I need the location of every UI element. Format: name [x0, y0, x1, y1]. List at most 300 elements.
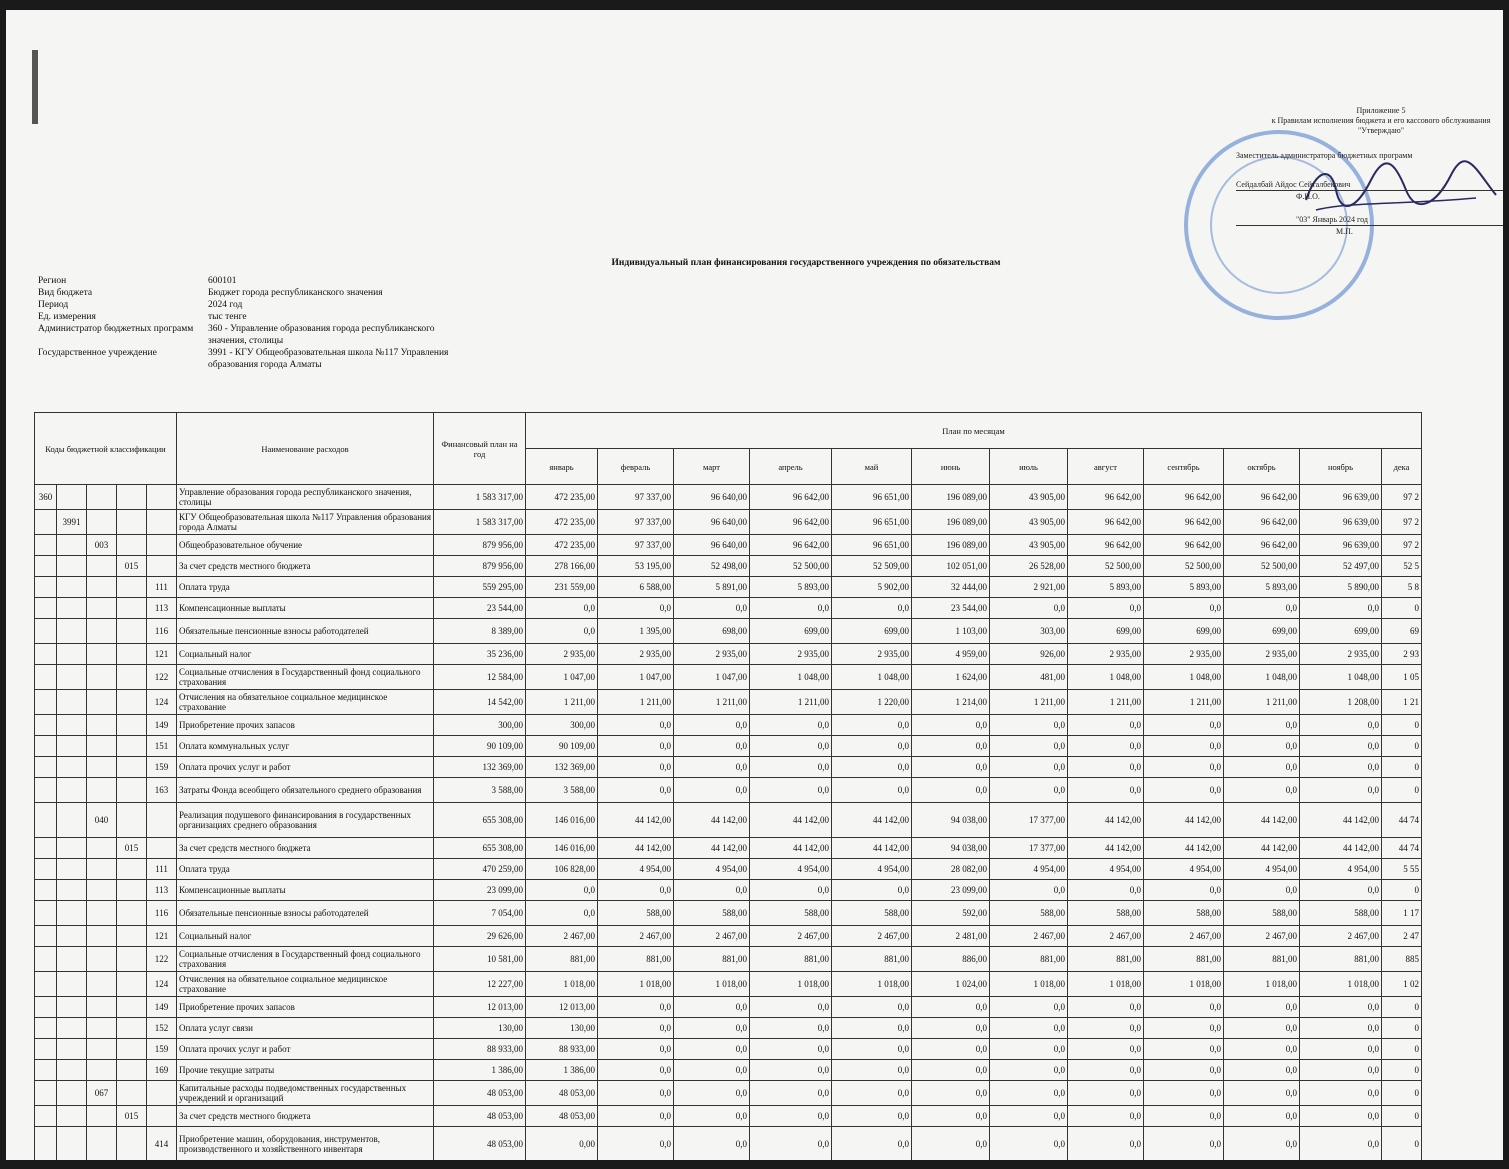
code-cell: [35, 577, 57, 598]
month-value-cell: 2 467,00: [1068, 926, 1144, 947]
code-cell: 113: [147, 880, 177, 901]
code-cell: [87, 880, 117, 901]
month-value-cell: 588,00: [674, 901, 750, 926]
annual-plan-cell: 879 956,00: [434, 556, 526, 577]
month-value-cell: 699,00: [1068, 619, 1144, 644]
expense-name-cell: Социальные отчисления в Государственный фонд социального страхования: [177, 665, 434, 690]
month-value-cell: 96 639,00: [1300, 510, 1382, 535]
month-value-cell: 0,0: [990, 1127, 1068, 1161]
month-value-cell: 96 642,00: [1224, 510, 1300, 535]
month-value-cell: 0,0: [832, 715, 912, 736]
expense-name-cell: Приобретение прочих запасов: [177, 997, 434, 1018]
code-cell: [87, 901, 117, 926]
header-month: ноябрь: [1300, 449, 1382, 485]
month-value-cell: 0,0: [1068, 598, 1144, 619]
code-cell: 124: [147, 972, 177, 997]
meta-value: 3991 - КГУ Общеобразовательная школа №117 Управления образования города Алматы: [208, 348, 449, 370]
month-value-cell: 588,00: [750, 901, 832, 926]
code-cell: 116: [147, 619, 177, 644]
month-value-cell: 0,0: [598, 1106, 674, 1127]
month-value-cell: 0,0: [526, 619, 598, 644]
expense-name-cell: Оплата услуг связи: [177, 1018, 434, 1039]
annual-plan-cell: 48 053,00: [434, 1081, 526, 1106]
month-value-cell: 146 016,00: [526, 803, 598, 838]
month-value-cell: 881,00: [526, 947, 598, 972]
code-cell: [35, 778, 57, 803]
meta-row: [38, 311, 468, 323]
code-cell: [57, 778, 87, 803]
month-value-cell: 881,00: [750, 947, 832, 972]
table-row: [35, 1018, 1422, 1039]
meta-key: Ед. измерения: [38, 312, 96, 322]
code-cell: 163: [147, 778, 177, 803]
month-value-cell: 5 893,00: [1068, 577, 1144, 598]
code-cell: [35, 619, 57, 644]
month-value-cell: 0,0: [674, 715, 750, 736]
expense-name-cell: Оплата труда: [177, 577, 434, 598]
code-cell: [87, 972, 117, 997]
code-cell: [35, 880, 57, 901]
code-cell: [35, 1039, 57, 1060]
month-value-cell: 96 642,00: [1144, 535, 1224, 556]
annual-plan-cell: 655 308,00: [434, 838, 526, 859]
month-value-cell: 196 089,00: [912, 510, 990, 535]
month-value-cell: 0,0: [674, 736, 750, 757]
month-value-cell: 0,0: [598, 778, 674, 803]
code-cell: [35, 1018, 57, 1039]
month-value-cell: 881,00: [598, 947, 674, 972]
code-cell: 149: [147, 715, 177, 736]
month-value-cell: 0,0: [912, 757, 990, 778]
code-cell: [87, 1039, 117, 1060]
expense-name-cell: Оплата коммунальных услуг: [177, 736, 434, 757]
month-value-cell: 17 377,00: [990, 803, 1068, 838]
table-row: [35, 972, 1422, 997]
month-value-cell: 1 048,00: [832, 665, 912, 690]
code-cell: [35, 1127, 57, 1161]
month-value-cell: 588,00: [1068, 901, 1144, 926]
month-value-cell: 0,0: [1068, 1127, 1144, 1161]
month-value-cell: 0,0: [598, 1060, 674, 1081]
month-value-cell: 0,0: [526, 598, 598, 619]
document-sheet: [6, 10, 1503, 1160]
month-value-cell: 0,0: [1300, 1018, 1382, 1039]
month-value-cell: 1 048,00: [1224, 665, 1300, 690]
month-value-cell: 0: [1382, 1060, 1422, 1081]
month-value-cell: 0,0: [598, 1018, 674, 1039]
code-cell: [57, 556, 87, 577]
month-value-cell: 48 053,00: [526, 1106, 598, 1127]
code-cell: [35, 803, 57, 838]
expense-name-cell: За счет средств местного бюджета: [177, 838, 434, 859]
code-cell: [117, 690, 147, 715]
month-value-cell: 44 142,00: [1224, 803, 1300, 838]
month-value-cell: 0,0: [990, 598, 1068, 619]
month-value-cell: 96 651,00: [832, 510, 912, 535]
table-row: [35, 535, 1422, 556]
month-value-cell: 12 013,00: [526, 997, 598, 1018]
table-row: [35, 803, 1422, 838]
annual-plan-cell: 1 583 317,00: [434, 485, 526, 510]
month-value-cell: 0,0: [1300, 598, 1382, 619]
month-value-cell: 96 642,00: [750, 535, 832, 556]
code-cell: [117, 972, 147, 997]
table-row: [35, 997, 1422, 1018]
month-value-cell: 1 05: [1382, 665, 1422, 690]
month-value-cell: 881,00: [1144, 947, 1224, 972]
month-value-cell: 96 642,00: [1068, 510, 1144, 535]
month-value-cell: 0,0: [1224, 1106, 1300, 1127]
code-cell: [57, 535, 87, 556]
expense-name-cell: Затраты Фонда всеобщего обязательного среднего образования: [177, 778, 434, 803]
month-value-cell: 1 018,00: [990, 972, 1068, 997]
expense-name-cell: За счет средств местного бюджета: [177, 556, 434, 577]
month-value-cell: 96 642,00: [1224, 535, 1300, 556]
code-cell: [117, 736, 147, 757]
code-cell: [87, 1018, 117, 1039]
code-cell: 169: [147, 1060, 177, 1081]
header-month: март: [674, 449, 750, 485]
month-value-cell: 0,0: [598, 736, 674, 757]
code-cell: [87, 644, 117, 665]
code-cell: 111: [147, 577, 177, 598]
month-value-cell: 0,0: [598, 598, 674, 619]
code-cell: [87, 736, 117, 757]
month-value-cell: 0,0: [1068, 1081, 1144, 1106]
month-value-cell: 102 051,00: [912, 556, 990, 577]
month-value-cell: 4 959,00: [912, 644, 990, 665]
table-row: [35, 1039, 1422, 1060]
meta-value: 360 - Управление образования города республиканского значения, столицы: [208, 324, 435, 346]
code-cell: [117, 644, 147, 665]
month-value-cell: 881,00: [674, 947, 750, 972]
month-value-cell: 472 235,00: [526, 510, 598, 535]
table-row: [35, 577, 1422, 598]
annual-plan-cell: 12 227,00: [434, 972, 526, 997]
month-value-cell: 96 642,00: [1068, 535, 1144, 556]
month-value-cell: 0,0: [750, 736, 832, 757]
month-value-cell: 0,0: [990, 778, 1068, 803]
month-value-cell: 0,00: [526, 1127, 598, 1161]
code-cell: [57, 1081, 87, 1106]
month-value-cell: 481,00: [990, 665, 1068, 690]
meta-row: [38, 347, 468, 371]
expense-name-cell: Приобретение машин, оборудования, инструментов, производственного и хозяйственного инвентаря: [177, 1127, 434, 1161]
month-value-cell: 0,0: [1144, 757, 1224, 778]
month-value-cell: 196 089,00: [912, 485, 990, 510]
code-cell: [117, 803, 147, 838]
code-cell: 116: [147, 901, 177, 926]
code-cell: [35, 510, 57, 535]
code-cell: 113: [147, 598, 177, 619]
month-value-cell: 0,0: [832, 1081, 912, 1106]
code-cell: 152: [147, 1018, 177, 1039]
month-value-cell: 2 935,00: [750, 644, 832, 665]
month-value-cell: 43 905,00: [990, 510, 1068, 535]
month-value-cell: 1 047,00: [674, 665, 750, 690]
month-value-cell: 588,00: [832, 901, 912, 926]
expense-name-cell: КГУ Общеобразовательная школа №117 Управления образования города Алматы: [177, 510, 434, 535]
month-value-cell: 0: [1382, 1039, 1422, 1060]
month-value-cell: 0,0: [990, 1106, 1068, 1127]
month-value-cell: 0,0: [1224, 1127, 1300, 1161]
month-value-cell: 0,0: [674, 778, 750, 803]
month-value-cell: 881,00: [832, 947, 912, 972]
month-value-cell: 96 651,00: [832, 535, 912, 556]
code-cell: [35, 644, 57, 665]
scan-mark: [32, 50, 38, 124]
table-row: [35, 901, 1422, 926]
code-cell: [147, 838, 177, 859]
code-cell: [57, 736, 87, 757]
annual-plan-cell: 29 626,00: [434, 926, 526, 947]
month-value-cell: 96 642,00: [1068, 485, 1144, 510]
month-value-cell: 0,0: [1300, 715, 1382, 736]
month-value-cell: 97 2: [1382, 535, 1422, 556]
month-value-cell: 0,0: [1144, 1018, 1224, 1039]
code-cell: [87, 859, 117, 880]
month-value-cell: 2 935,00: [832, 644, 912, 665]
annual-plan-cell: 48 053,00: [434, 1106, 526, 1127]
month-value-cell: 44 142,00: [832, 838, 912, 859]
month-value-cell: 0,0: [1224, 997, 1300, 1018]
code-cell: 015: [117, 1106, 147, 1127]
month-value-cell: 0: [1382, 598, 1422, 619]
month-value-cell: 588,00: [1224, 901, 1300, 926]
code-cell: [57, 1127, 87, 1161]
annual-plan-cell: 48 053,00: [434, 1127, 526, 1161]
code-cell: [117, 880, 147, 901]
month-value-cell: 0,0: [832, 997, 912, 1018]
table-row: [35, 736, 1422, 757]
header-month: февраль: [598, 449, 674, 485]
month-value-cell: 0,0: [674, 1060, 750, 1081]
month-value-cell: 0,0: [674, 1018, 750, 1039]
month-value-cell: 4 954,00: [990, 859, 1068, 880]
month-value-cell: 23 099,00: [912, 880, 990, 901]
expense-name-cell: Общеобразовательное обучение: [177, 535, 434, 556]
month-value-cell: 0,0: [750, 1081, 832, 1106]
code-cell: [35, 535, 57, 556]
table-row: [35, 556, 1422, 577]
month-value-cell: 0,0: [1224, 757, 1300, 778]
month-value-cell: 96 640,00: [674, 535, 750, 556]
month-value-cell: 2 467,00: [750, 926, 832, 947]
code-cell: [35, 690, 57, 715]
code-cell: [147, 535, 177, 556]
code-cell: [57, 1060, 87, 1081]
month-value-cell: 48 053,00: [526, 1081, 598, 1106]
month-value-cell: 44 142,00: [832, 803, 912, 838]
month-value-cell: 6 588,00: [598, 577, 674, 598]
month-value-cell: 2 467,00: [674, 926, 750, 947]
code-cell: 121: [147, 644, 177, 665]
month-value-cell: 0,0: [1144, 1039, 1224, 1060]
expense-name-cell: Оплата труда: [177, 859, 434, 880]
table-row: [35, 859, 1422, 880]
month-value-cell: 28 082,00: [912, 859, 990, 880]
header-month: октябрь: [1224, 449, 1300, 485]
month-value-cell: 0,0: [1300, 778, 1382, 803]
code-cell: [117, 577, 147, 598]
month-value-cell: 886,00: [912, 947, 990, 972]
month-value-cell: 44 142,00: [750, 838, 832, 859]
code-cell: [35, 736, 57, 757]
table-row: [35, 510, 1422, 535]
month-value-cell: 0,0: [990, 1018, 1068, 1039]
month-value-cell: 1 220,00: [832, 690, 912, 715]
code-cell: 3991: [57, 510, 87, 535]
month-value-cell: 94 038,00: [912, 803, 990, 838]
code-cell: [57, 880, 87, 901]
table-row: [35, 665, 1422, 690]
code-cell: [87, 1127, 117, 1161]
month-value-cell: 0,0: [598, 715, 674, 736]
expense-name-cell: Капитальные расходы подведомственных государственных учреждений и организаций: [177, 1081, 434, 1106]
month-value-cell: 52 509,00: [832, 556, 912, 577]
annual-plan-cell: 3 588,00: [434, 778, 526, 803]
code-cell: [87, 926, 117, 947]
annual-plan-cell: 559 295,00: [434, 577, 526, 598]
code-cell: [117, 997, 147, 1018]
approval-role: Заместитель администратора бюджетных программ: [1236, 151, 1413, 160]
header-month: январь: [526, 449, 598, 485]
meta-row: [38, 287, 468, 299]
month-value-cell: 881,00: [1068, 947, 1144, 972]
meta-value: тыс тенге: [208, 312, 247, 322]
month-value-cell: 699,00: [1300, 619, 1382, 644]
month-value-cell: 1 211,00: [674, 690, 750, 715]
expense-name-cell: Прочие текущие затраты: [177, 1060, 434, 1081]
table-row: [35, 644, 1422, 665]
code-cell: [87, 556, 117, 577]
month-value-cell: 0,0: [990, 1081, 1068, 1106]
code-cell: [57, 972, 87, 997]
month-value-cell: 0,0: [750, 1018, 832, 1039]
month-value-cell: 926,00: [990, 644, 1068, 665]
month-value-cell: 0,0: [912, 1039, 990, 1060]
code-cell: [35, 757, 57, 778]
table-row: [35, 715, 1422, 736]
month-value-cell: 90 109,00: [526, 736, 598, 757]
annual-plan-cell: 655 308,00: [434, 803, 526, 838]
annual-plan-cell: 300,00: [434, 715, 526, 736]
month-value-cell: 1 048,00: [1144, 665, 1224, 690]
month-value-cell: 0,0: [832, 1060, 912, 1081]
month-value-cell: 0,0: [1144, 778, 1224, 803]
code-cell: [87, 838, 117, 859]
month-value-cell: 96 639,00: [1300, 535, 1382, 556]
month-value-cell: 0,0: [832, 778, 912, 803]
month-value-cell: 0,0: [912, 778, 990, 803]
code-cell: [147, 803, 177, 838]
month-value-cell: 1 208,00: [1300, 690, 1382, 715]
code-cell: [57, 926, 87, 947]
month-value-cell: 0,0: [1144, 1060, 1224, 1081]
expense-name-cell: Социальный налог: [177, 926, 434, 947]
month-value-cell: 4 954,00: [598, 859, 674, 880]
approval-person: Сейдалбай Айдос Сейталбекович: [1236, 179, 1503, 191]
code-cell: [117, 1039, 147, 1060]
header-month: дека: [1382, 449, 1422, 485]
month-value-cell: 0,0: [1224, 778, 1300, 803]
month-value-cell: 0,0: [674, 1039, 750, 1060]
month-value-cell: 0,0: [1068, 1106, 1144, 1127]
code-cell: 414: [147, 1127, 177, 1161]
month-value-cell: 1 047,00: [598, 665, 674, 690]
month-value-cell: 3 588,00: [526, 778, 598, 803]
month-value-cell: 0,0: [912, 1127, 990, 1161]
expense-name-cell: Отчисления на обязательное социальное медицинское страхование: [177, 690, 434, 715]
month-value-cell: 4 954,00: [1068, 859, 1144, 880]
code-cell: [147, 1081, 177, 1106]
month-value-cell: 2 481,00: [912, 926, 990, 947]
month-value-cell: 0,0: [1224, 1081, 1300, 1106]
month-value-cell: 0,0: [912, 997, 990, 1018]
month-value-cell: 0,0: [832, 757, 912, 778]
code-cell: [117, 859, 147, 880]
code-cell: 067: [87, 1081, 117, 1106]
month-value-cell: 699,00: [832, 619, 912, 644]
month-value-cell: 1 211,00: [526, 690, 598, 715]
month-value-cell: 0,0: [1068, 1039, 1144, 1060]
month-value-cell: 0,0: [990, 880, 1068, 901]
month-value-cell: 96 642,00: [1144, 485, 1224, 510]
expense-name-cell: Обязательные пенсионные взносы работодателей: [177, 901, 434, 926]
code-cell: [87, 1106, 117, 1127]
code-cell: [35, 665, 57, 690]
month-value-cell: 1 018,00: [598, 972, 674, 997]
meta-row: [38, 299, 468, 311]
month-value-cell: 0,0: [1068, 997, 1144, 1018]
month-value-cell: 44 142,00: [674, 803, 750, 838]
month-value-cell: 881,00: [1300, 947, 1382, 972]
code-cell: [57, 619, 87, 644]
table-row: [35, 485, 1422, 510]
month-value-cell: 0,0: [1144, 880, 1224, 901]
month-value-cell: 2 467,00: [990, 926, 1068, 947]
month-value-cell: 0,0: [750, 598, 832, 619]
month-value-cell: 1 018,00: [526, 972, 598, 997]
month-value-cell: 0,0: [1144, 715, 1224, 736]
month-value-cell: 0,0: [1144, 1106, 1224, 1127]
code-cell: [35, 556, 57, 577]
month-value-cell: 52 500,00: [750, 556, 832, 577]
month-value-cell: 44 74: [1382, 838, 1422, 859]
code-cell: [147, 556, 177, 577]
month-value-cell: 52 500,00: [1144, 556, 1224, 577]
month-value-cell: 196 089,00: [912, 535, 990, 556]
code-cell: [87, 1060, 117, 1081]
month-value-cell: 0,0: [674, 1127, 750, 1161]
month-value-cell: 0: [1382, 1018, 1422, 1039]
month-value-cell: 0,0: [912, 1081, 990, 1106]
code-cell: [57, 577, 87, 598]
code-cell: [117, 778, 147, 803]
month-value-cell: 0,0: [990, 757, 1068, 778]
code-cell: [117, 1127, 147, 1161]
annual-plan-cell: 23 099,00: [434, 880, 526, 901]
month-value-cell: 0,0: [1300, 1060, 1382, 1081]
month-value-cell: 69: [1382, 619, 1422, 644]
month-value-cell: 0,0: [674, 997, 750, 1018]
code-cell: [57, 859, 87, 880]
month-value-cell: 106 828,00: [526, 859, 598, 880]
month-value-cell: 5 893,00: [750, 577, 832, 598]
code-cell: [117, 535, 147, 556]
month-value-cell: 0: [1382, 778, 1422, 803]
month-value-cell: 5 893,00: [1144, 577, 1224, 598]
